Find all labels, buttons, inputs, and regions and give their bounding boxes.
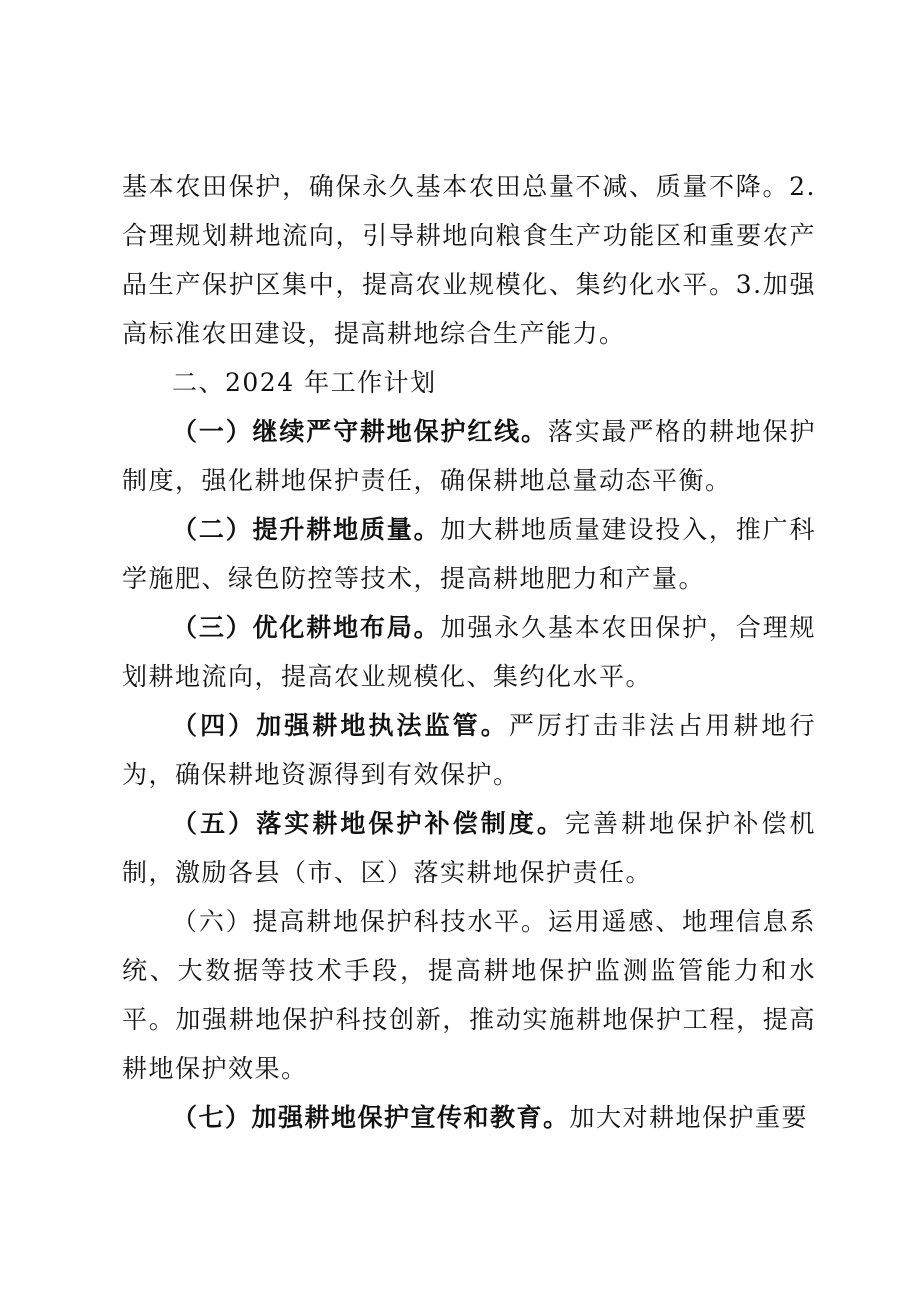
intro-paragraph bbox=[122, 162, 816, 358]
plan-item-1-heading: （一）继续严守耕地保护红线。 bbox=[172, 417, 548, 446]
plan-item-5 bbox=[122, 799, 816, 897]
plan-item-3-body: 加强永久基本农田保护，合理规划耕地流向，提高农业规模化、集约化水平。 bbox=[122, 613, 816, 691]
plan-item-3-heading: （三）优化耕地布局。 bbox=[172, 613, 441, 642]
plan-item-5-body: 完善耕地保护补偿机制，激励各县（市、区）落实耕地保护责任。 bbox=[122, 809, 816, 887]
plan-item-1-body: 落实最严格的耕地保护制度，强化耕地保护责任，确保耕地总量动态平衡。 bbox=[122, 417, 816, 495]
plan-item-2-heading: （二）提升耕地质量。 bbox=[172, 515, 441, 544]
plan-item-7 bbox=[122, 1093, 816, 1142]
plan-item-5-heading: （五）落实耕地保护补偿制度。 bbox=[172, 809, 565, 838]
plan-item-4 bbox=[122, 701, 816, 799]
plan-item-7-body: 加大对耕地保护重要 bbox=[569, 1103, 809, 1132]
section-heading-text: 二、2024 年工作计划 bbox=[172, 368, 437, 397]
document-body bbox=[122, 162, 816, 1142]
intro-text: 基本农田保护，确保永久基本农田总量不减、质量不降。2.合理规划耕地流向，引导耕地向粮食生产功能区和重要农产品生产保护区集中，提高农业规模化、集约化水平。3.加强高标准农田建设，提高耕地综合生产能力。 bbox=[122, 172, 816, 348]
plan-item-4-body: 严厉打击非法占用耕地行为，确保耕地资源得到有效保护。 bbox=[122, 711, 816, 789]
plan-item-6 bbox=[122, 897, 816, 1093]
plan-item-4-heading: （四）加强耕地执法监管。 bbox=[172, 711, 509, 740]
section-heading bbox=[122, 358, 816, 407]
plan-item-1 bbox=[122, 407, 816, 505]
plan-item-6-body: （六）提高耕地保护科技水平。运用遥感、地理信息系统、大数据等技术手段，提高耕地保护监测监管能力和水平。加强耕地保护科技创新，推动实施耕地保护工程，提高耕地保护效果。 bbox=[122, 907, 816, 1083]
plan-item-2 bbox=[122, 505, 816, 603]
plan-item-7-heading: （七）加强耕地保护宣传和教育。 bbox=[172, 1103, 570, 1132]
plan-item-2-body: 加大耕地质量建设投入，推广科学施肥、绿色防控等技术，提高耕地肥力和产量。 bbox=[122, 515, 816, 593]
plan-item-3 bbox=[122, 603, 816, 701]
